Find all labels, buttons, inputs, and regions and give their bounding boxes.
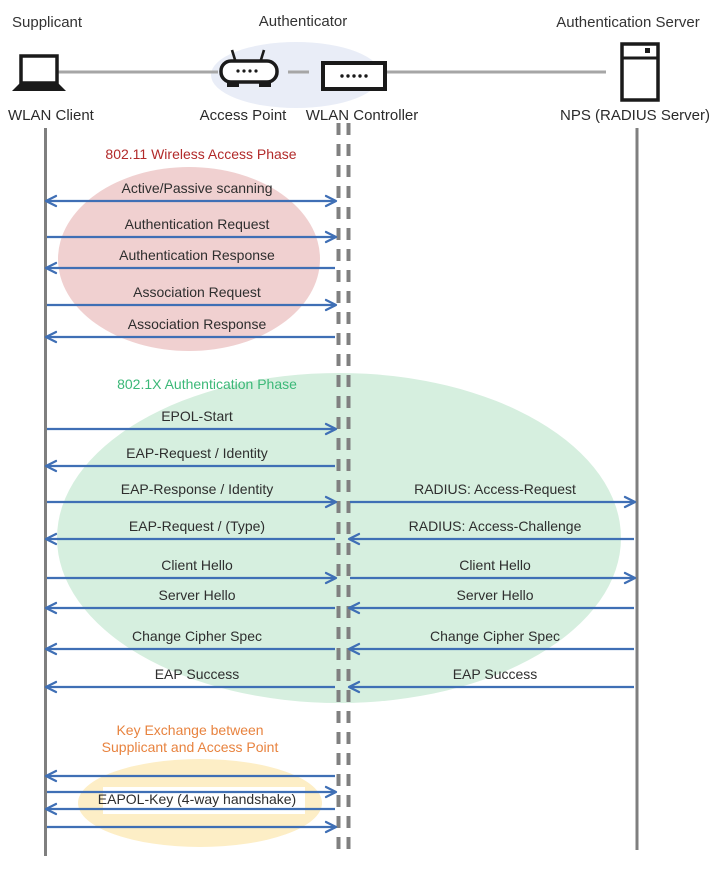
server-icon bbox=[622, 44, 658, 100]
message-label-left: Association Response bbox=[127, 316, 267, 332]
phase-title-8021x-authentication: 802.1X Authentication Phase bbox=[117, 376, 297, 392]
message-label-left: EAP-Request / Identity bbox=[126, 445, 268, 461]
device-label-nps-radius-server: NPS (RADIUS Server) bbox=[559, 107, 711, 124]
message-label-left: EPOL-Start bbox=[161, 408, 233, 424]
message-label-left: Server Hello bbox=[158, 587, 236, 603]
message-label-right: EAP Success bbox=[452, 666, 538, 682]
role-label-supplicant: Supplicant bbox=[12, 14, 83, 31]
phase-title-key-exchange-line2: Supplicant and Access Point bbox=[101, 739, 279, 755]
message-label-left: EAP-Request / (Type) bbox=[128, 518, 266, 534]
message-label-left: Change Cipher Spec bbox=[132, 628, 262, 644]
message-label-right: Client Hello bbox=[459, 557, 531, 573]
message-label-right: RADIUS: Access-Request bbox=[414, 481, 576, 497]
message-label-left: Authentication Response bbox=[119, 247, 275, 263]
phase-title-key-exchange-line1: Key Exchange between bbox=[116, 722, 264, 738]
device-label-wlan-controller: WLAN Controller bbox=[305, 107, 419, 124]
message-label-left: EAP Success bbox=[154, 666, 240, 682]
device-label-wlan-client: WLAN Client bbox=[8, 107, 94, 124]
message-label-right: Server Hello bbox=[456, 587, 534, 603]
message-label-right: RADIUS: Access-Challenge bbox=[408, 518, 582, 534]
wlan-controller-icon bbox=[323, 63, 385, 89]
message-label-left: Active/Passive scanning bbox=[121, 180, 273, 196]
message-label-left: EAP-Response / Identity bbox=[120, 481, 274, 497]
role-label-authenticator: Authenticator bbox=[258, 13, 348, 30]
message-label-left: Client Hello bbox=[161, 557, 233, 573]
laptop-icon bbox=[12, 56, 66, 91]
role-label-authentication-server: Authentication Server bbox=[556, 14, 700, 31]
message-label-left: Authentication Request bbox=[124, 216, 270, 232]
phase-ellipse-1 bbox=[58, 167, 320, 351]
message-label-right: Change Cipher Spec bbox=[430, 628, 560, 644]
message-label-left: EAPOL-Key (4-way handshake) bbox=[97, 791, 297, 807]
device-label-access-point: Access Point bbox=[199, 107, 287, 124]
phase-title-80211-wireless-access: 802.11 Wireless Access Phase bbox=[105, 146, 297, 162]
message-label-left: Association Request bbox=[133, 284, 261, 300]
